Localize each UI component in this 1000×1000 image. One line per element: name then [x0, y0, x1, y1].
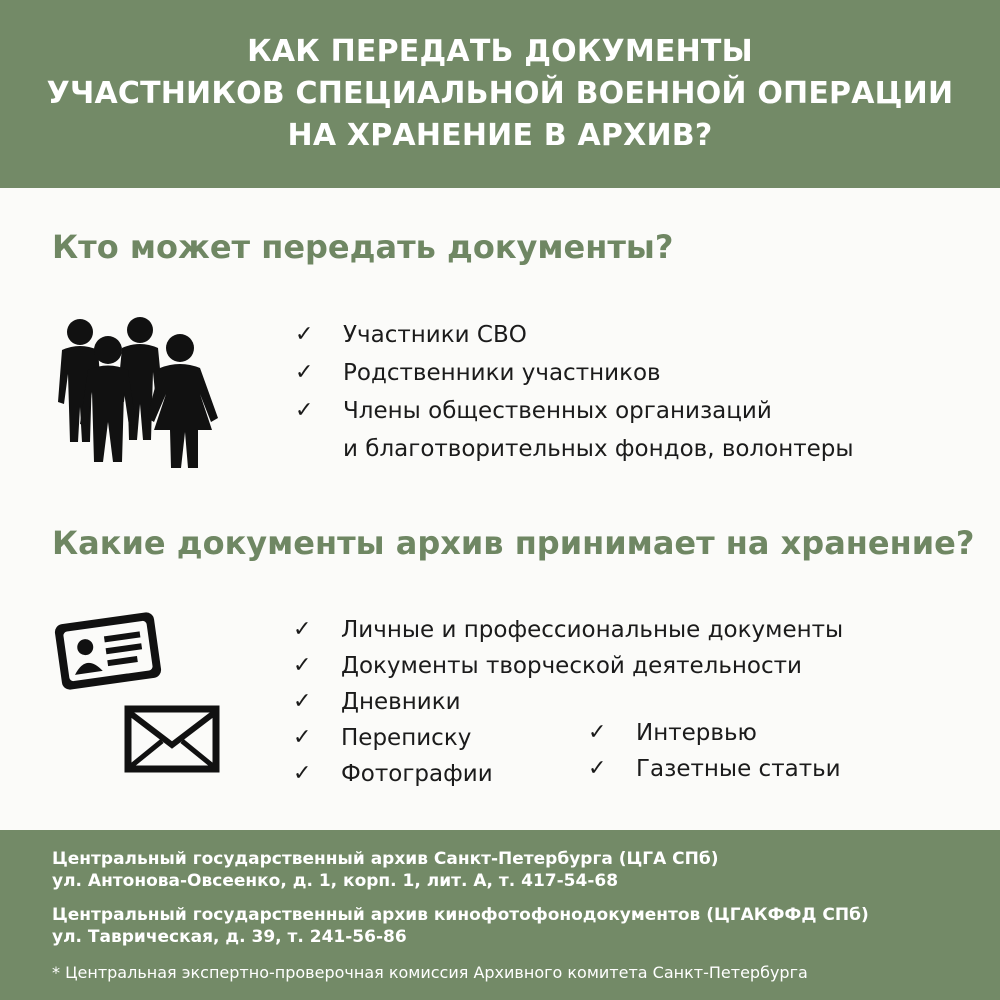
list-item-label: Интервью [636, 720, 757, 746]
header-title-line-2: УЧАСТНИКОВ СПЕЦИАЛЬНОЙ ВОЕННОЙ ОПЕРАЦИИ [46, 76, 954, 111]
archive-2-address: ул. Таврическая, д. 39, т. 241-56-86 [52, 927, 407, 947]
check-icon: ✓ [295, 398, 314, 423]
envelope-icon [124, 705, 220, 773]
list-item-label: и благотворительных фондов, волонтеры [343, 436, 854, 462]
check-icon: ✓ [295, 360, 314, 385]
list-item [295, 316, 854, 354]
list-item-label: Участники СВО [343, 322, 527, 348]
list-item [295, 354, 854, 392]
accepted-documents-list-right [588, 715, 841, 787]
section-title-what-documents: Какие документы архив принимает на хранение? [52, 524, 975, 562]
archive-2-name: Центральный государственный архив кинофотофонодокументов (ЦГАКФФД СПб) [52, 905, 869, 925]
section-title-who: Кто может передать документы? [52, 228, 674, 266]
header-title-line-3: НА ХРАНЕНИЕ В АРХИВ? [287, 118, 713, 153]
footer-contacts [0, 830, 1000, 1000]
people-icon [50, 312, 225, 472]
header-title-line-1: КАК ПЕРЕДАТЬ ДОКУМЕНТЫ [247, 34, 753, 69]
footnote: * Центральная экспертно-проверочная комиссия Архивного комитета Санкт-Петербурга [52, 963, 808, 982]
list-item-label: Документы творческой деятельности [341, 653, 802, 679]
check-icon: ✓ [293, 689, 312, 714]
list-item-label: Фотографии [341, 761, 493, 787]
check-icon: ✓ [293, 761, 312, 786]
check-icon: ✓ [588, 720, 607, 745]
archive-1-address: ул. Антонова-Овсеенко, д. 1, корп. 1, лит. А, т. 417-54-68 [52, 871, 619, 891]
check-icon: ✓ [293, 653, 312, 678]
check-icon: ✓ [588, 756, 607, 781]
list-item-label: Члены общественных организаций [343, 398, 772, 424]
check-icon: ✓ [295, 322, 314, 347]
header-banner [0, 0, 1000, 188]
archive-1-name: Центральный государственный архив Санкт-Петербурга (ЦГА СПб) [52, 849, 719, 869]
list-item-label: Переписку [341, 725, 472, 751]
list-item [588, 715, 841, 751]
list-item-label: Газетные статьи [636, 756, 841, 782]
check-icon: ✓ [293, 617, 312, 642]
list-item [588, 751, 841, 787]
id-card-icon [52, 610, 164, 692]
list-item [293, 648, 843, 684]
list-item [295, 392, 854, 430]
check-icon: ✓ [293, 725, 312, 750]
list-item-label: Личные и профессиональные документы [341, 617, 844, 643]
list-item-label: Родственники участников [343, 360, 661, 386]
who-can-transfer-list [295, 316, 854, 468]
list-item-continuation [295, 430, 854, 468]
list-item-label: Дневники [341, 689, 461, 715]
list-item [293, 612, 843, 648]
